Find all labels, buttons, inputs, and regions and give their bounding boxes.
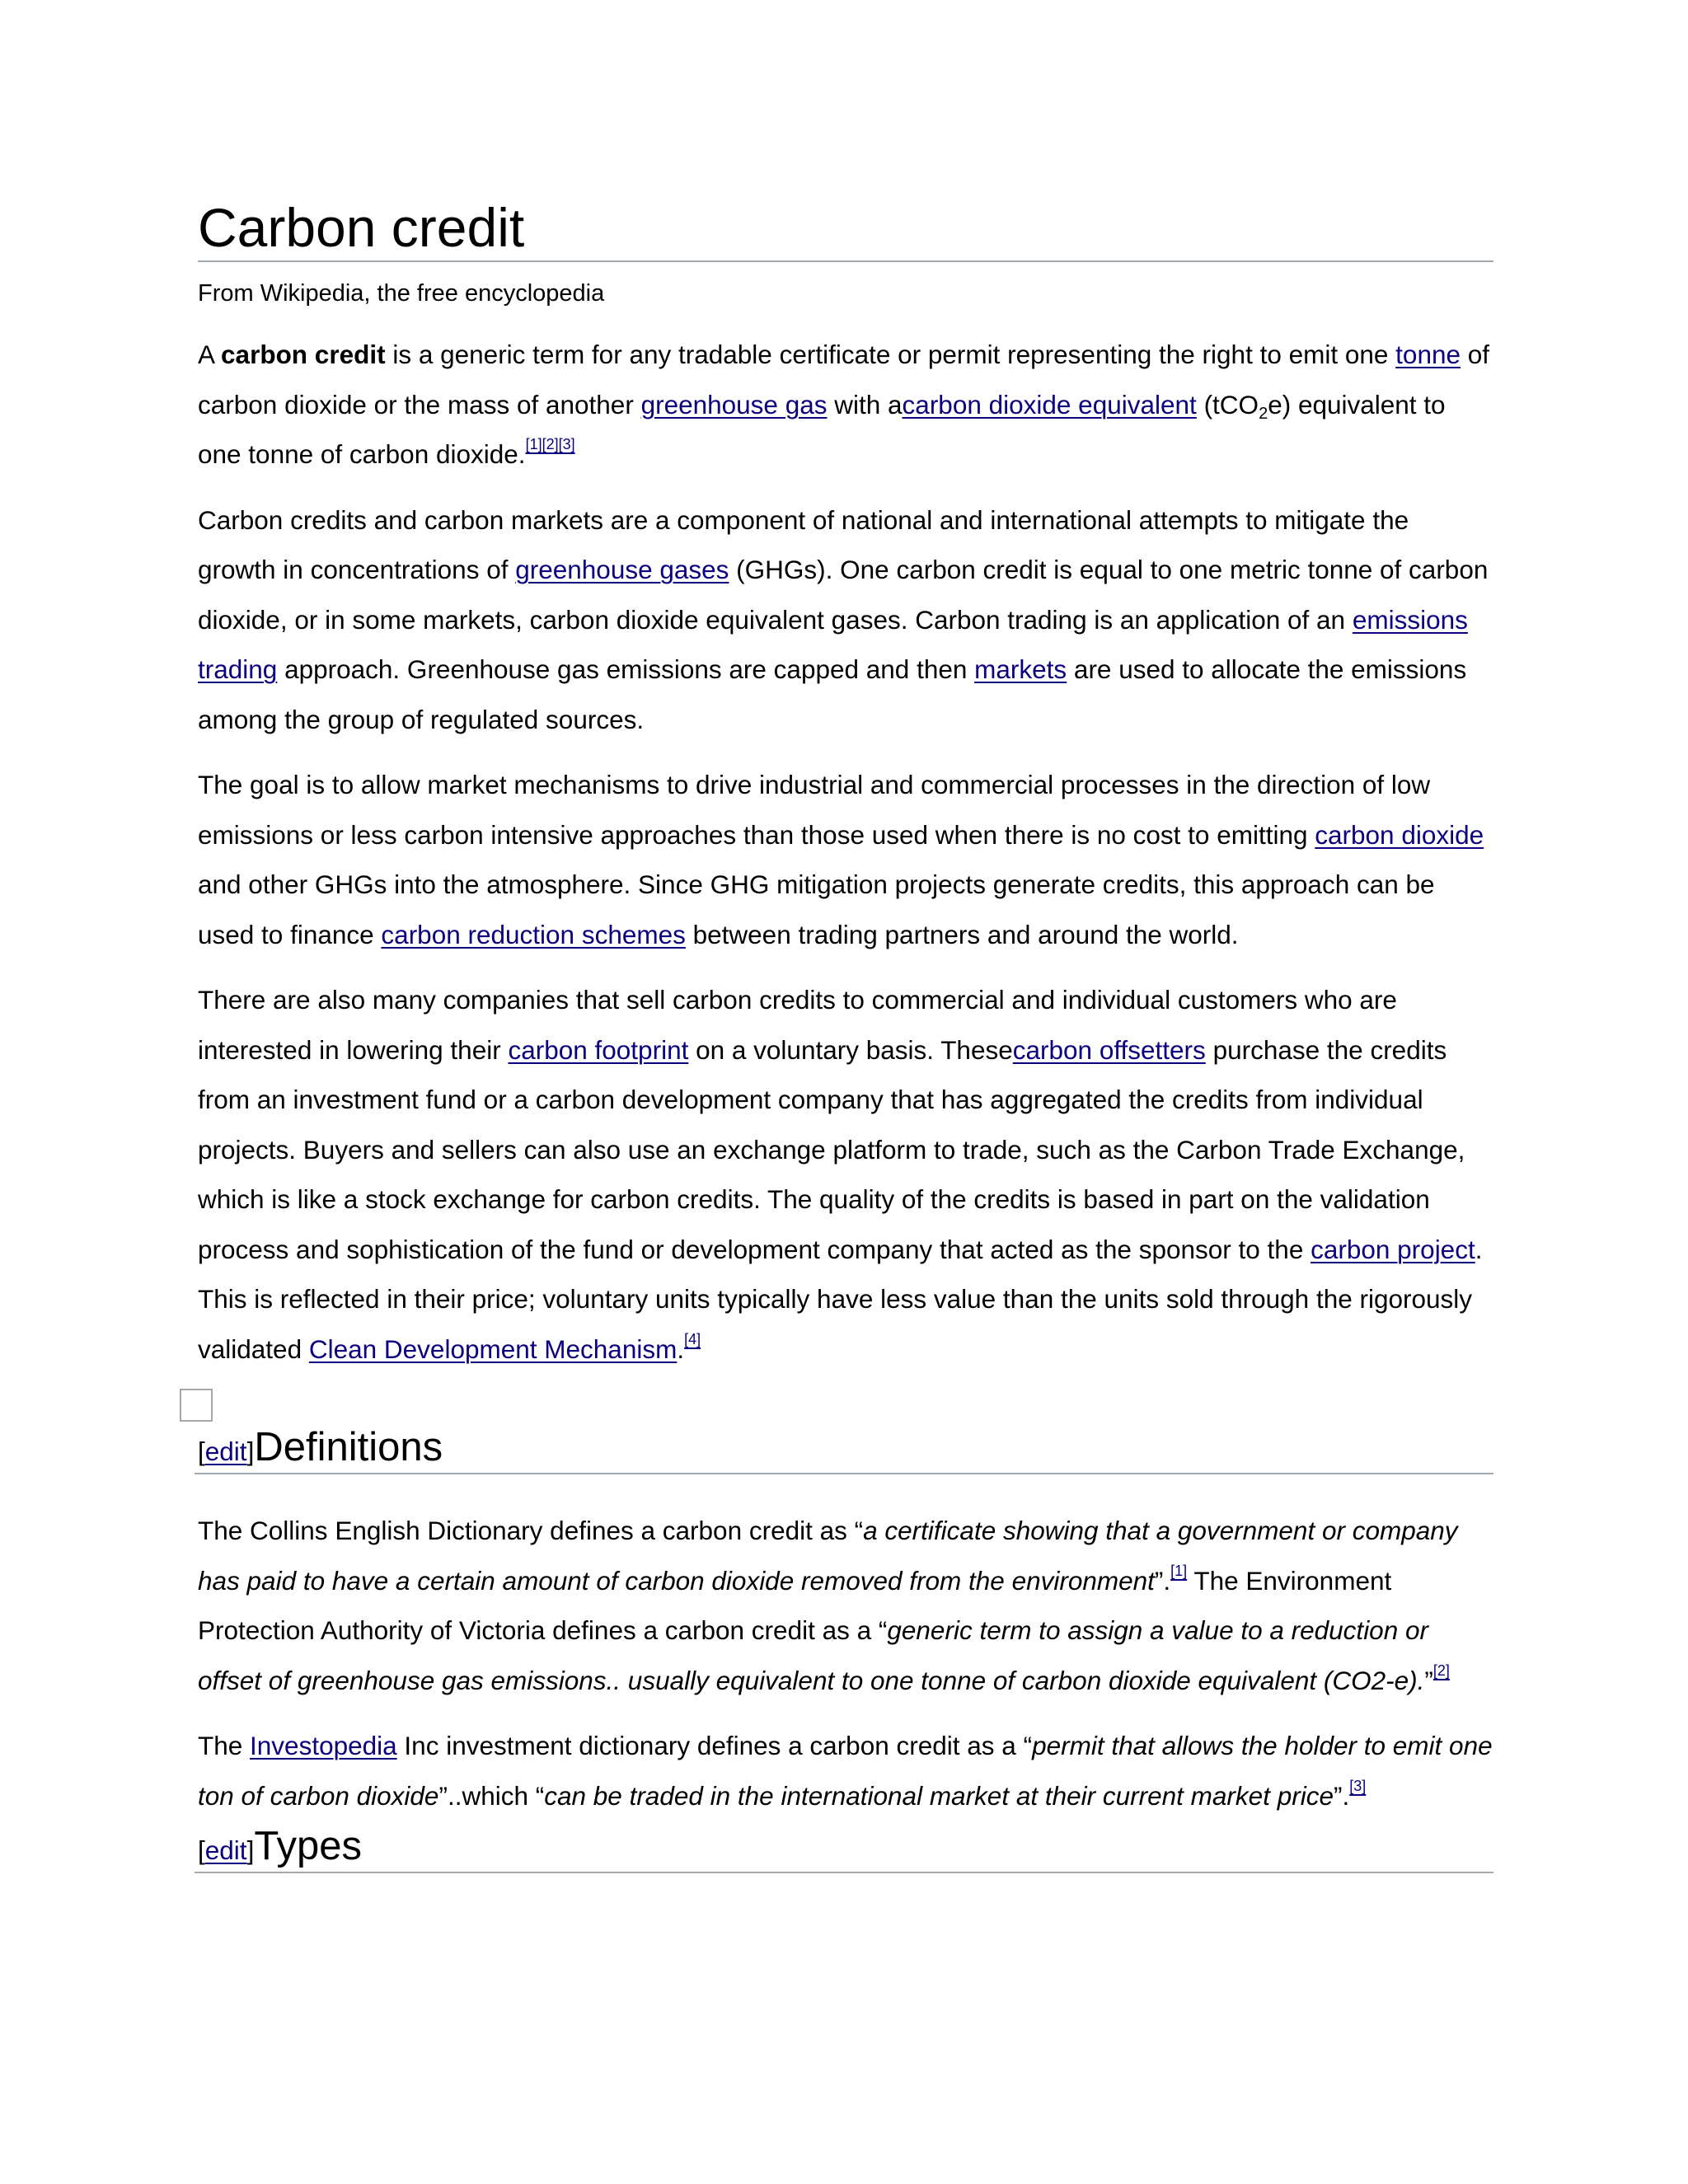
bracket: ] bbox=[246, 1436, 255, 1466]
edit-link-definitions[interactable]: edit bbox=[204, 1436, 247, 1466]
text: ”. bbox=[1154, 1565, 1171, 1596]
link-carbon-dioxide[interactable]: carbon dioxide bbox=[1315, 819, 1484, 850]
text: e) equivalent to one tonne of carbon dioxide. bbox=[198, 389, 1446, 469]
text: Carbon credits and carbon markets are a component of national and international attempts to mitigate the growth in concentrations of bbox=[198, 504, 1409, 584]
bold-term: carbon credit bbox=[221, 340, 386, 369]
text: A bbox=[198, 340, 222, 369]
citation-link-1-2-3[interactable]: [1][2][3] bbox=[525, 436, 575, 452]
text: and other GHGs into the atmosphere. Since GHG mitigation projects generate credits, this approach can be used to finance bbox=[198, 869, 1435, 949]
heading-definitions: Definitions bbox=[254, 1425, 443, 1469]
citation-link-4[interactable]: [4] bbox=[684, 1330, 701, 1347]
citation-link-3[interactable]: [3] bbox=[1349, 1777, 1367, 1794]
intro-paragraph-2 bbox=[198, 495, 1493, 745]
citation-link-1[interactable]: [1] bbox=[1170, 1562, 1188, 1579]
text: ” bbox=[1424, 1665, 1433, 1695]
text: Inc investment dictionary defines a carbon credit as a “ bbox=[396, 1731, 1033, 1760]
edit-section-link bbox=[198, 1835, 254, 1866]
edit-section-link bbox=[198, 1436, 254, 1467]
intro-paragraph-3 bbox=[198, 760, 1493, 959]
link-clean-development-mechanism[interactable]: Clean Development Mechanism bbox=[308, 1333, 678, 1364]
heading-types: Types bbox=[254, 1824, 363, 1868]
link-tonne[interactable]: tonne bbox=[1395, 340, 1461, 369]
text: with a bbox=[827, 389, 903, 419]
quote-investopedia-2: can be traded in the international market at their current market price bbox=[544, 1780, 1334, 1811]
link-markets[interactable]: markets bbox=[974, 654, 1067, 684]
definitions-paragraph-1 bbox=[198, 1506, 1493, 1705]
section-heading-definitions bbox=[195, 1422, 1493, 1474]
link-investopedia[interactable]: Investopedia bbox=[250, 1731, 397, 1760]
intro-paragraph-1 bbox=[198, 330, 1493, 480]
link-emissions-trading[interactable]: emissions trading bbox=[198, 604, 1468, 684]
page-title: Carbon credit bbox=[198, 194, 1493, 262]
text: ”. bbox=[1333, 1780, 1350, 1811]
text: on a voluntary basis. These bbox=[688, 1034, 1013, 1065]
text: The goal is to allow market mechanisms to drive industrial and commercial processes in the direction of low emissions or less carbon intensive approaches than those used when there is no cost to emitting bbox=[198, 770, 1431, 850]
definitions-paragraph-2 bbox=[198, 1721, 1493, 1821]
quote-collins: a certificate showing that a government or company has paid to have a certain amount of carbon dioxide removed from the environment bbox=[198, 1516, 1458, 1596]
quote-investopedia-1: permit that allows the holder to emit one ton of carbon dioxide bbox=[198, 1731, 1493, 1811]
edit-link-types[interactable]: edit bbox=[204, 1835, 247, 1865]
text: are used to allocate the emissions among the group of regulated sources. bbox=[198, 654, 1467, 734]
text: approach. Greenhouse gas emissions are capped and then bbox=[277, 654, 975, 684]
link-greenhouse-gases[interactable]: greenhouse gases bbox=[515, 555, 729, 584]
text: There are also many companies that sell carbon credits to commercial and individual customers who are interested in lowering their bbox=[198, 985, 1397, 1065]
text: of carbon dioxide or the mass of another bbox=[198, 340, 1490, 419]
link-carbon-dioxide-equivalent[interactable]: carbon dioxide equivalent bbox=[902, 389, 1197, 419]
subscript: 2 bbox=[1259, 404, 1268, 423]
bracket: [ bbox=[198, 1436, 205, 1466]
text: ”..which “ bbox=[438, 1780, 545, 1811]
quote-epa: generic term to assign a value to a reduction or offset of greenhouse gas emissions.. usually equivalent to one tonne of carbon dioxide equivalent (CO2-e). bbox=[198, 1615, 1428, 1695]
text: The Collins English Dictionary defines a carbon credit as “ bbox=[198, 1516, 864, 1545]
text: (tCO bbox=[1196, 389, 1259, 419]
citation-link-2[interactable]: [2] bbox=[1432, 1661, 1450, 1679]
bracket: [ bbox=[198, 1835, 205, 1865]
section-heading-types bbox=[195, 1821, 1493, 1873]
link-carbon-offsetters[interactable]: carbon offsetters bbox=[1012, 1034, 1206, 1065]
text: The Environment Protection Authority of Victoria defines a carbon credit as a “ bbox=[198, 1565, 1392, 1645]
link-carbon-footprint[interactable]: carbon footprint bbox=[508, 1034, 689, 1065]
text: is a generic term for any tradable certificate or permit representing the right to emit one bbox=[385, 340, 1396, 369]
article-subtitle: From Wikipedia, the free encyclopedia bbox=[198, 280, 605, 307]
intro-paragraph-4 bbox=[198, 975, 1493, 1374]
text: (GHGs). One carbon credit is equal to one metric tonne of carbon dioxide, or in some markets, carbon dioxide equivalent gases. Carbon trading is an application of an bbox=[198, 555, 1489, 635]
link-greenhouse-gas[interactable]: greenhouse gas bbox=[640, 389, 828, 419]
text: between trading partners and around the world. bbox=[685, 919, 1239, 949]
text: The bbox=[198, 1731, 251, 1760]
text: . This is reflected in their price; voluntary units typically have less value than the units sold through the rigorously validated bbox=[198, 1234, 1483, 1364]
text: purchase the credits from an investment fund or a carbon development company that has aggregated the credits from individual projects. Buyers and sellers can also use an exchange platform to trade, such as the Carbon Trade Exchange, which is like a stock exchange for carbon credits. The quality of the credits is based in part on the validation process and sophistication of the fund or development company that acted as the sponsor to the bbox=[198, 1034, 1465, 1264]
article-content bbox=[198, 194, 1493, 1873]
text: . bbox=[677, 1333, 685, 1364]
link-carbon-project[interactable]: carbon project bbox=[1311, 1234, 1475, 1264]
bracket: ] bbox=[246, 1835, 255, 1865]
link-carbon-reduction-schemes[interactable]: carbon reduction schemes bbox=[381, 919, 686, 949]
image-placeholder bbox=[180, 1389, 213, 1422]
